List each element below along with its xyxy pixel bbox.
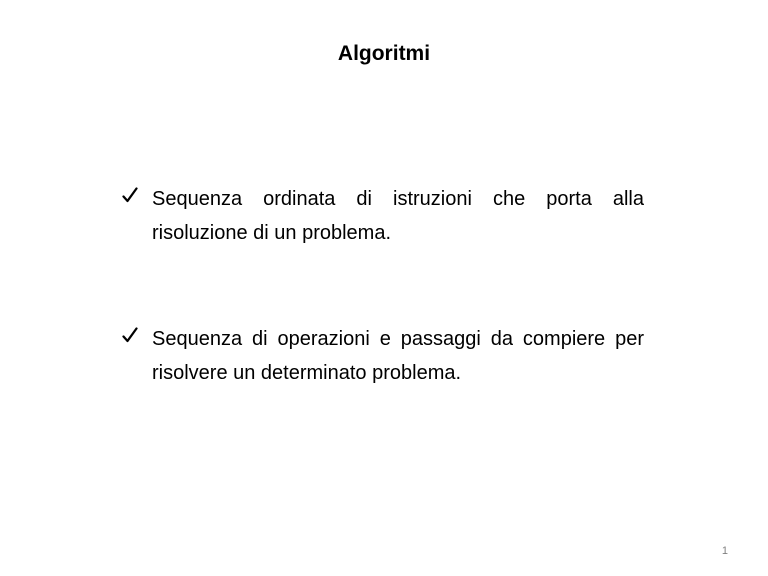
bullet-line: Sequenza ordinata di istruzioni che porta alla <box>152 188 644 210</box>
bullet-item <box>122 322 644 390</box>
bullet-line: risoluzione di un problema. <box>152 222 392 244</box>
checkmark-icon <box>122 325 138 345</box>
bullet-line: Sequenza di operazioni e passaggi da compiere per <box>152 328 644 350</box>
bullet-item <box>122 182 644 250</box>
slide-title: Algoritmi <box>337 42 431 65</box>
bullet-text <box>152 182 644 250</box>
page-number: 1 <box>721 545 728 557</box>
bullet-line: risolvere un determinato problema. <box>152 362 462 384</box>
bullet-text <box>152 322 644 390</box>
checkmark-icon <box>122 185 138 205</box>
